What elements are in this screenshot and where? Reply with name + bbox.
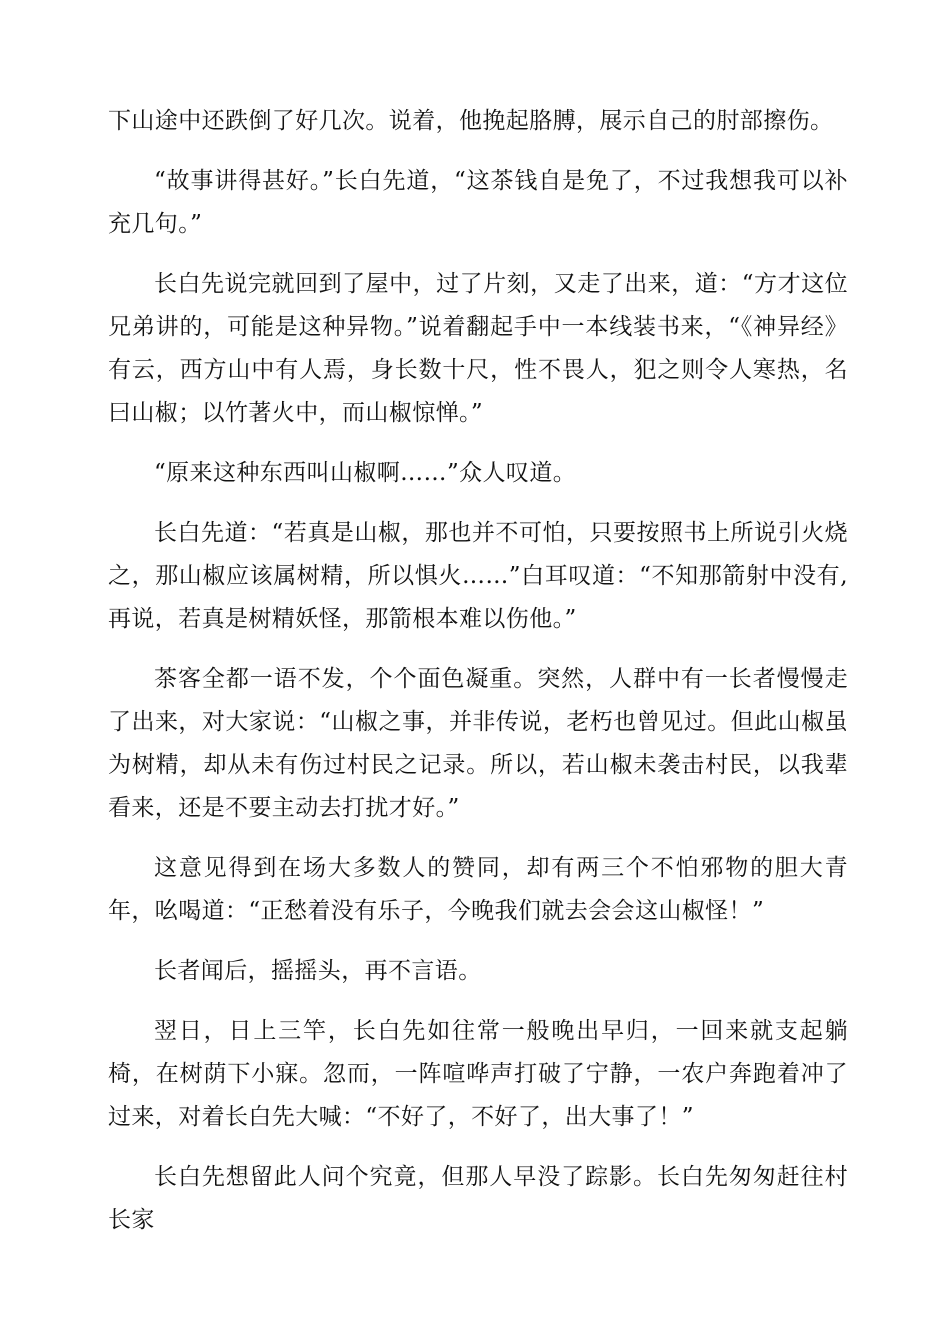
paragraph-5: 长白先道：“若真是山椒，那也并不可怕，只要按照书上所说引火烧之，那山椒应该属树精，所以惧火……”白耳叹道：“不知那箭射中没有,再说，若真是树精妖怪，那箭根本难以伤他。” <box>108 520 848 632</box>
paragraph-8: 长者闻后，摇摇头，再不言语。 <box>154 958 482 984</box>
paragraph-2: “故事讲得甚好。”长白先道，“这茶钱自是免了，不过我想我可以补充几句。” <box>108 168 848 237</box>
paragraph-10: 长白先想留此人问个究竟，但那人早没了踪影。长白先匆匆赶往村长家 <box>108 1164 848 1233</box>
paragraph-6: 茶客全都一语不发，个个面色凝重。突然，人群中有一长者慢慢走了出来，对大家说：“山椒之事，并非传说，老朽也曾见过。但此山椒虽为树精，却从未有伤过村民之记录。所以，若山椒未袭击村民，以我辈看来，还是不要主动去打扰才好。” <box>108 666 848 821</box>
paragraph-7: 这意见得到在场大多数人的赞同，却有两三个不怕邪物的胆大青年，吆喝道：“正愁着没有乐子，今晚我们就去会会这山椒怪！” <box>108 855 848 924</box>
paragraph-4: “原来这种东西叫山椒啊……”众人叹道。 <box>154 460 577 486</box>
paragraph-9: 翌日，日上三竿，长白先如往常一般晚出早归，一回来就支起躺椅，在树荫下小寐。忽而，一阵喧哗声打破了宁静，一农户奔跑着冲了过来，对着长白先大喊：“不好了，不好了，出大事了！” <box>108 1018 848 1130</box>
story-text <box>108 100 848 1259</box>
paragraph-1: 下山途中还跌倒了好几次。说着，他挽起胳膊，展示自己的肘部擦伤。 <box>108 108 834 134</box>
paragraph-3: 长白先说完就回到了屋中，过了片刻，又走了出来，道：“方才这位兄弟讲的，可能是这种异物。”说着翻起手中一本线装书来，“《神异经》有云，西方山中有人焉，身长数十尺，性不畏人，犯之则令人寒热，名曰山椒；以竹著火中，而山椒惊惮。” <box>108 271 848 426</box>
